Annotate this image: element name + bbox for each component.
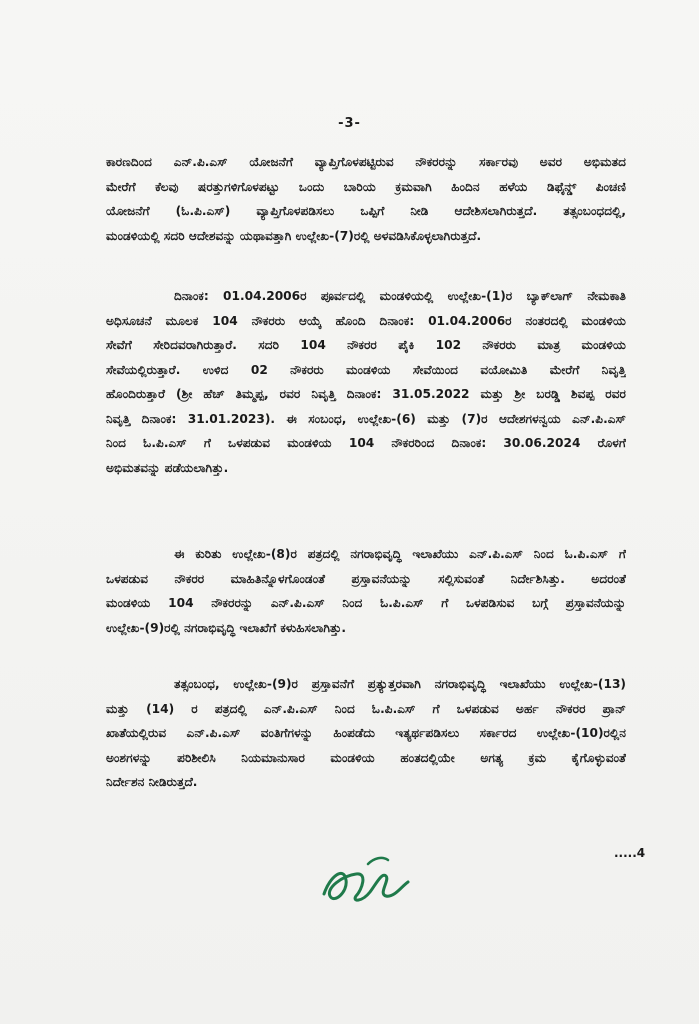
paragraph-line: ಅಧಿಸೂಚನೆ ಮೂಲಕ 104 ನೌಕರರು ಆಯ್ಕೆ ಹೊಂದಿ ದಿನಾಂಕ: 01.04.2006ರ ನಂತರದಲ್ಲಿ ಮಂಡಳಿಯ	[106, 313, 626, 328]
paragraph-line: ಉಲ್ಲೇಖ-(9)ರಲ್ಲಿ ನಗರಾಭಿವೃದ್ಧಿ ಇಲಾಖೆಗೆ ಕಳುಹಿಸಲಾಗಿತ್ತು.	[106, 620, 347, 635]
paragraph-line: ಅಭಿಮತವನ್ನು ಪಡೆಯಲಾಗಿತ್ತು.	[106, 460, 229, 475]
paragraph-line: ಮತ್ತು (14) ರ ಪತ್ರದಲ್ಲಿ ಎನ್.ಪಿ.ಎಸ್ ನಿಂದ ಓ.ಪಿ.ಎಸ್ ಗೆ ಒಳಪಡುವ ಅರ್ಹ ನೌಕರರ ಪ್ರಾನ್	[106, 701, 626, 716]
paragraph-2	[106, 284, 626, 480]
page-number: -3-	[338, 116, 361, 131]
paragraph-line: ಅಂಶಗಳನ್ನು ಪರಿಶೀಲಿಸಿ ನಿಯಮಾನುಸಾರ ಮಂಡಳಿಯ ಹಂತದಲ್ಲಿಯೇ ಅಗತ್ಯ ಕ್ರಮ ಕೈಗೊಳ್ಳುವಂತೆ	[106, 750, 626, 765]
continued-marker: .....4	[614, 846, 646, 860]
paragraph-1	[106, 150, 626, 248]
paragraph-line: ನಿವೃತ್ತಿ ದಿನಾಂಕ: 31.01.2023). ಈ ಸಂಬಂಧ, ಉಲ್ಲೇಖ-(6) ಮತ್ತು (7)ರ ಆದೇಶಗಳನ್ವಯ ಎನ್.ಪಿ.ಎಸ್	[106, 411, 626, 426]
paragraph-line: ನಿರ್ದೇಶನ ನೀಡಿರುತ್ತದೆ.	[106, 775, 198, 789]
paragraph-line: ಸೇವೆಯಲ್ಲಿರುತ್ತಾರೆ. ಉಳಿದ 02 ನೌಕರರು ಮಂಡಳಿಯ ಸೇವೆಯಿಂದ ವಯೋಮಿತಿ ಮೇರೆಗೆ ನಿವೃತ್ತಿ	[106, 362, 626, 377]
paragraph-line: ಕಾರಣದಿಂದ ಎನ್.ಪಿ.ಎಸ್ ಯೋಜನೆಗೆ ವ್ಯಾಪ್ತಿಗೊಳಪಟ್ಟಿರುವ ನೌಕರರನ್ನು ಸರ್ಕಾರವು ಅವರ ಅಭಿಮತದ	[106, 155, 626, 169]
signature-stroke-accent	[368, 858, 388, 864]
paragraph-4	[106, 672, 626, 795]
paragraph-line: ಮಂಡಳಿಯ 104 ನೌಕರರನ್ನು ಎನ್.ಪಿ.ಎಸ್ ನಿಂದ ಓ.ಪಿ.ಎಸ್ ಗೆ ಒಳಪಡಿಸುವ ಬಗ್ಗೆ ಪ್ರಸ್ತಾವನೆಯನ್ನು	[106, 596, 626, 610]
paragraph-3	[106, 542, 626, 640]
paragraph-line: ಮೇರೆಗೆ ಕೆಲವು ಷರತ್ತುಗಳಿಗೊಳಪಟ್ಟು ಒಂದು ಬಾರಿಯ ಕ್ರಮವಾಗಿ ಹಿಂದಿನ ಹಳೆಯ ಡಿಫೈನ್ಡ್ ಪಿಂಚಣಿ	[106, 179, 626, 194]
paragraph-line: ಸೇವೆಗೆ ಸೇರಿದವರಾಗಿರುತ್ತಾರೆ. ಸದರಿ 104 ನೌಕರರ ಪೈಕಿ 102 ನೌಕರರು ಮಾತ್ರ ಮಂಡಳಿಯ	[106, 338, 626, 352]
paragraph-line: ತತ್ಸಂಬಂಧ, ಉಲ್ಲೇಖ-(9)ರ ಪ್ರಸ್ತಾವನೆಗೆ ಪ್ರತ್ಯುತ್ತರವಾಗಿ ನಗರಾಭಿವೃದ್ಧಿ ಇಲಾಖೆಯು ಉಲ್ಲೇಖ-(13)	[174, 677, 626, 691]
paragraph-line: ಈ ಕುರಿತು ಉಲ್ಲೇಖ-(8)ರ ಪತ್ರದಲ್ಲಿ ನಗರಾಭಿವೃದ್ಧಿ ಇಲಾಖೆಯು ಎನ್.ಪಿ.ಎಸ್ ನಿಂದ ಓ.ಪಿ.ಎಸ್ ಗೆ	[174, 547, 626, 561]
paragraph-line: ಹೊಂದಿರುತ್ತಾರೆ (ಶ್ರೀ ಹೆಚ್ ತಿಮ್ಮಪ್ಪ, ರವರ ನಿವೃತ್ತಿ ದಿನಾಂಕ: 31.05.2022 ಮತ್ತು ಶ್ರೀ ಬರಡ್ಡಿ ಶಿವಪ್ಪ ರವರ	[106, 387, 626, 401]
paragraph-line: ಯೋಜನೆಗೆ (ಓ.ಪಿ.ಎಸ್) ವ್ಯಾಪ್ತಿಗೊಳಪಡಿಸಲು ಒಪ್ಪಿಗೆ ನೀಡಿ ಆದೇಶಿಸಲಾಗಿರುತ್ತದೆ. ತತ್ಸಂಬಂಧದಲ್ಲಿ,	[106, 204, 626, 218]
paragraph-line: ಒಳಪಡುವ ನೌಕರರ ಮಾಹಿತಿನ್ನೊಳಗೊಂಡಂತೆ ಪ್ರಸ್ತಾವನೆಯನ್ನು ಸಲ್ಲಿಸುವಂತೆ ನಿರ್ದೇಶಿಸಿತ್ತು. ಅದರಂತೆ	[106, 571, 626, 586]
paragraph-line: ಮಂಡಳಿಯಲ್ಲಿ ಸದರಿ ಆದೇಶವನ್ನು ಯಥಾವತ್ತಾಗಿ ಉಲ್ಲೇಖ-(7)ರಲ್ಲಿ ಅಳವಡಿಸಿಕೊಳ್ಳಲಾಗಿರುತ್ತದೆ.	[106, 228, 482, 243]
paragraph-line: ದಿನಾಂಕ: 01.04.2006ರ ಪೂರ್ವದಲ್ಲಿ ಮಂಡಳಿಯಲ್ಲಿ ಉಲ್ಲೇಖ-(1)ರ ಬ್ಯಾಕ್‌ಲಾಗ್ ನೇಮಕಾತಿ	[174, 289, 626, 303]
signature-mark	[316, 846, 416, 916]
signature-stroke	[324, 873, 408, 900]
paragraph-line: ಖಾತೆಯಲ್ಲಿರುವ ಎನ್.ಪಿ.ಎಸ್ ವಂತಿಗೆಗಳನ್ನು ಹಿಂಪಡೆದು ಇತ್ಯರ್ಥಪಡಿಸಲು ಸರ್ಕಾರದ ಉಲ್ಲೇಖ-(10)ರಲ್ಲಿನ	[106, 726, 626, 740]
paragraph-line: ನಿಂದ ಓ.ಪಿ.ಎಸ್ ಗೆ ಒಳಪಡುವ ಮಂಡಳಿಯ 104 ನೌಕರರಿಂದ ದಿನಾಂಕ: 30.06.2024 ರೊಳಗೆ	[106, 436, 626, 450]
